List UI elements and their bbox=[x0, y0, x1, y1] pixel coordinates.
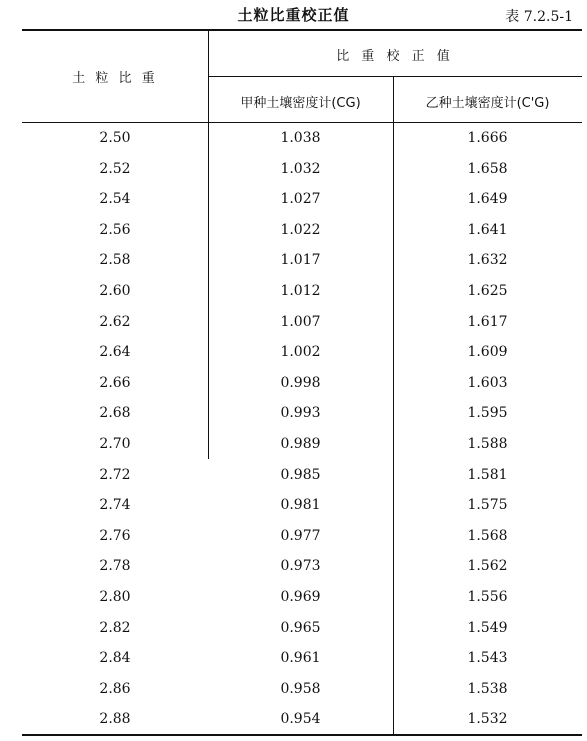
cell-type-b-correction: 1.632 bbox=[467, 252, 508, 269]
table-row bbox=[22, 368, 582, 399]
table-row bbox=[22, 429, 582, 460]
cell-type-b-correction: 1.543 bbox=[467, 650, 508, 667]
cell-type-b-correction: 1.562 bbox=[467, 558, 508, 575]
cell-specific-gravity: 2.60 bbox=[99, 282, 131, 299]
cell-specific-gravity: 2.62 bbox=[99, 313, 131, 330]
cell-specific-gravity: 2.86 bbox=[99, 680, 131, 697]
table-row bbox=[22, 123, 582, 154]
top-border bbox=[22, 29, 582, 31]
table-row bbox=[22, 337, 582, 368]
cell-specific-gravity: 2.70 bbox=[99, 435, 131, 452]
table-row bbox=[22, 490, 582, 521]
table-row bbox=[22, 154, 582, 185]
cell-specific-gravity: 2.84 bbox=[99, 650, 131, 667]
cell-type-a-correction: 0.965 bbox=[280, 619, 321, 636]
cell-type-b-correction: 1.595 bbox=[467, 405, 508, 422]
cell-type-a-correction: 0.998 bbox=[280, 374, 321, 391]
header-correction-group: 比 重 校 正 值 bbox=[336, 49, 454, 64]
cell-specific-gravity: 2.64 bbox=[99, 344, 131, 361]
cell-type-a-correction: 1.038 bbox=[280, 130, 321, 146]
cell-type-b-correction: 1.658 bbox=[467, 160, 508, 177]
cell-type-b-correction: 1.617 bbox=[467, 313, 508, 330]
table-row bbox=[22, 276, 582, 307]
cell-specific-gravity: 2.74 bbox=[99, 497, 131, 514]
cell-specific-gravity: 2.58 bbox=[99, 252, 131, 269]
cell-specific-gravity: 2.80 bbox=[99, 588, 131, 605]
cell-type-b-correction: 1.625 bbox=[467, 282, 508, 299]
cell-type-b-correction: 1.666 bbox=[467, 130, 508, 146]
cell-specific-gravity: 2.88 bbox=[99, 711, 131, 728]
cell-type-b-correction: 1.609 bbox=[467, 344, 508, 361]
cell-type-a-correction: 1.002 bbox=[280, 344, 321, 361]
cell-type-a-correction: 1.027 bbox=[280, 191, 321, 208]
cell-specific-gravity: 2.66 bbox=[99, 374, 131, 391]
table-row bbox=[22, 643, 582, 674]
cell-specific-gravity: 2.68 bbox=[99, 405, 131, 422]
cell-type-a-correction: 0.961 bbox=[280, 650, 321, 667]
cell-type-b-correction: 1.581 bbox=[467, 466, 508, 483]
cell-type-a-correction: 0.981 bbox=[280, 497, 321, 514]
table-row bbox=[22, 674, 582, 705]
cell-type-b-correction: 1.603 bbox=[467, 374, 508, 391]
table-row bbox=[22, 613, 582, 644]
cell-type-b-correction: 1.575 bbox=[467, 497, 508, 514]
header-type-b-hydrometer: 乙种土壤密度计(C'G) bbox=[425, 96, 550, 111]
cell-specific-gravity: 2.54 bbox=[99, 191, 131, 208]
cell-type-b-correction: 1.641 bbox=[467, 221, 508, 238]
table-row bbox=[22, 582, 582, 613]
table-row bbox=[22, 398, 582, 429]
header-type-a-hydrometer: 甲种土壤密度计(CG) bbox=[240, 96, 361, 111]
cell-type-a-correction: 0.969 bbox=[280, 588, 321, 605]
cell-type-b-correction: 1.568 bbox=[467, 527, 508, 544]
cell-type-b-correction: 1.538 bbox=[467, 680, 508, 697]
cell-type-a-correction: 1.012 bbox=[280, 282, 321, 299]
cell-type-a-correction: 1.017 bbox=[280, 252, 321, 269]
cell-specific-gravity: 2.52 bbox=[99, 160, 131, 177]
cell-type-a-correction: 0.977 bbox=[280, 527, 321, 544]
cell-type-a-correction: 0.989 bbox=[280, 435, 321, 452]
cell-type-a-correction: 1.022 bbox=[280, 221, 321, 238]
cell-type-a-correction: 0.954 bbox=[280, 711, 321, 728]
cell-specific-gravity: 2.78 bbox=[99, 558, 131, 575]
cell-specific-gravity: 2.82 bbox=[99, 619, 131, 636]
cell-type-a-correction: 1.007 bbox=[280, 313, 321, 330]
table-row bbox=[22, 245, 582, 276]
table-row bbox=[22, 551, 582, 582]
header-soil-specific-gravity: 土 粒 比 重 bbox=[72, 71, 158, 86]
table-row bbox=[22, 704, 582, 735]
cell-type-b-correction: 1.556 bbox=[467, 588, 508, 605]
table-title: 土粒比重校正值 bbox=[237, 6, 350, 24]
table-row bbox=[22, 307, 582, 338]
cell-specific-gravity: 2.56 bbox=[99, 221, 131, 238]
table-body bbox=[22, 123, 582, 735]
table-number: 表 7.2.5-1 bbox=[505, 9, 573, 25]
cell-type-a-correction: 1.032 bbox=[280, 160, 321, 177]
table-row bbox=[22, 184, 582, 215]
group-divider bbox=[208, 76, 582, 77]
cell-specific-gravity: 2.76 bbox=[99, 527, 131, 544]
cell-specific-gravity: 2.72 bbox=[99, 466, 131, 483]
cell-type-a-correction: 0.958 bbox=[280, 680, 321, 697]
cell-type-a-correction: 0.985 bbox=[280, 466, 321, 483]
cell-type-a-correction: 0.973 bbox=[280, 558, 321, 575]
cell-type-b-correction: 1.649 bbox=[467, 191, 508, 208]
cell-specific-gravity: 2.50 bbox=[99, 130, 131, 146]
cell-type-b-correction: 1.588 bbox=[467, 435, 508, 452]
cell-type-a-correction: 0.993 bbox=[280, 405, 321, 422]
cell-type-b-correction: 1.532 bbox=[467, 711, 508, 728]
table-row bbox=[22, 460, 582, 491]
cell-type-b-correction: 1.549 bbox=[467, 619, 508, 636]
table-row bbox=[22, 521, 582, 552]
table-row bbox=[22, 215, 582, 246]
